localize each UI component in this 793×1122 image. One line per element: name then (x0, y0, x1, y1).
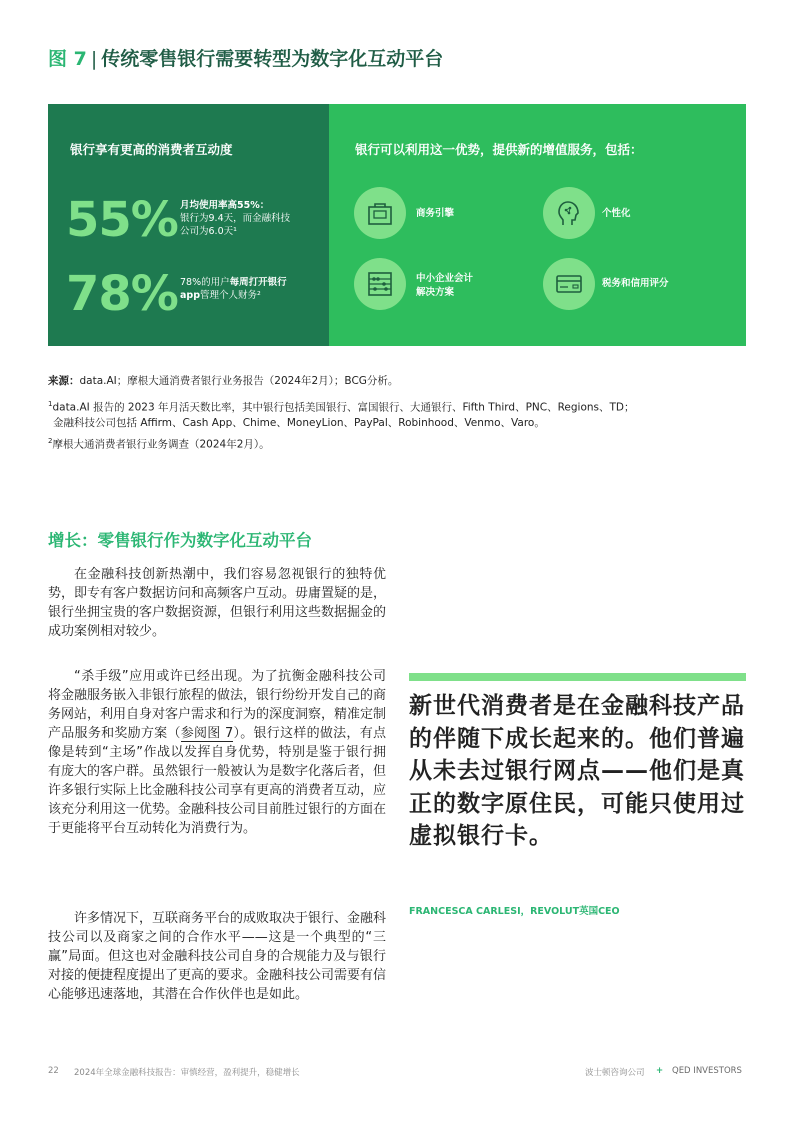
footnote-1: $^1$data.AI 报告的 2023 年月活天数比率，其中银行包括美国银行、富国银行、大通银行、Fifth Third、PNC、Regions、TD； 金融科技公司包括 Affirm、Cash App、Chime、MoneyLion、PayPal、Robinhood、Venmo、Varo。 (48, 400, 635, 429)
body-paragraph-2: “杀手级”应用或许已经出现。为了抗衡金融科技公司将金融服务嵌入非银行旅程的做法，银行纷纷开发自己的商务网站，利用自身对客户需求和行为的深度洞察，精准定制产品服务和奖励方案（参阅图 7）。银行这样的做法，有点像是转到“主场”作战以发挥自身优势，特别是鉴于银行拥有庞大的客户群。虽然银行一般被认为是数字化落后者，但许多银行实际上比金融科技公司享有更高的消费者互动，应该充分利用这一优势。金融科技公司目前胜过银行的方面在于更能将平台互动转化为消费行为。 (48, 669, 387, 836)
head-profile-icon (543, 187, 595, 239)
service-personalization: 个性化 (602, 208, 631, 219)
figure-number: 图 7 (48, 48, 87, 70)
partner-name: QED INVESTORS (672, 1066, 742, 1076)
credit-card-icon (543, 258, 595, 310)
stat-55-value: 55% (66, 192, 178, 248)
footer-plus: + (656, 1066, 664, 1076)
abacus-icon (354, 258, 406, 310)
body-paragraph-3: 许多情况下，互联商务平台的成败取决于银行、金融科技公司以及商家之间的合作水平——这是一个典型的“三赢”局面。但这也对金融科技公司自身的合规能力及与银行对接的便捷程度提出了更高的要求。金融科技公司需要有信心能够迅速落地，其潜在合作伙伴也是如此。 (48, 911, 387, 1002)
service-tax-credit-scoring: 税务和信用评分 (602, 278, 669, 289)
services-heading: 银行可以利用这一优势，提供新的增值服务，包括： (355, 142, 643, 157)
title-separator: | (90, 48, 98, 70)
body-paragraph-1: 在金融科技创新热潮中，我们容易忽视银行的独特优势，即专有客户数据访问和高频客户互动。毋庸置疑的是，银行坐拥宝贵的客户数据资源，但银行利用这些数据掘金的成功案例相对较少。 (48, 567, 387, 639)
firm-name: 波士顿咨询公司 (585, 1068, 645, 1078)
stat-78-value: 78% (66, 266, 178, 322)
stat-55-text: 月均使用率高55%： 银行为9.4天，而金融科技 公司为6.0天¹ (180, 200, 291, 237)
quote-attribution: FRANCESCA CARLESI，REVOLUT英国CEO (409, 906, 620, 917)
report-title: 2024年全球金融科技报告：审慎经营，盈利提升，稳健增长 (74, 1068, 300, 1078)
figure-title-text: 传统零售银行需要转型为数字化互动平台 (101, 48, 444, 70)
source-note: 来源：data.AI；摩根大通消费者银行业务报告（2024年2月）；BCG分析。 (48, 375, 399, 387)
engagement-heading: 银行享有更高的消费者互动度 (70, 142, 233, 157)
figure-7-link[interactable]: 参阅图 7 (180, 726, 234, 741)
figure-title (48, 44, 443, 71)
section-heading: 增长：零售银行作为数字化互动平台 (48, 531, 312, 550)
stat-78-text: 78%的用户每周打开银行 app管理个人财务² (180, 277, 287, 301)
service-sme-accounting: 中小企业会计 解决方案 (416, 273, 474, 298)
page-number: 22 (48, 1066, 59, 1076)
shopping-bag-icon (354, 187, 406, 239)
service-commerce-engine: 商务引擎 (416, 208, 455, 219)
pull-quote: 新世代消费者是在金融科技产品的伴随下成长起来的。他们普遍从未去过银行网点——他们是真正的数字原住民，可能只使用过虚拟银行卡。 (409, 693, 745, 849)
footnote-2: $^2$摩根大通消费者银行业务调查（2024年2月）。 (48, 437, 270, 451)
quote-accent-bar (409, 673, 746, 681)
